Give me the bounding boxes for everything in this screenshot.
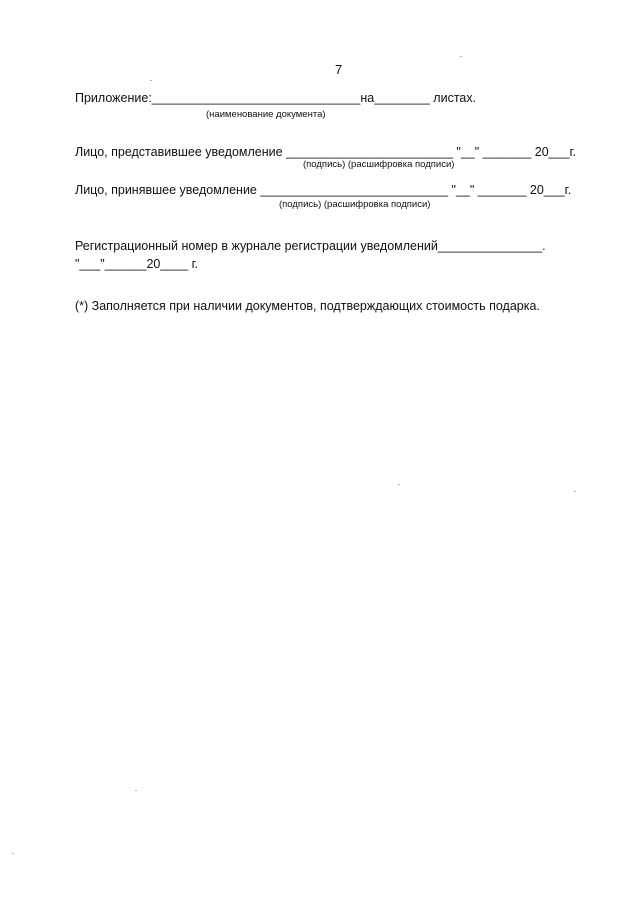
scan-speck (460, 56, 462, 57)
receiver-line: Лицо, принявшее уведомление ___________________________ "__" _______ 20___г. (75, 183, 572, 197)
scan-speck (574, 491, 576, 492)
submitter-caption: (подпись) (расшифровка подписи) (303, 159, 455, 170)
registration-date-line: "___"______20____ г. (75, 257, 199, 271)
scan-speck (135, 790, 137, 791)
attachment-line: Приложение:______________________________на________ листах. (75, 91, 477, 105)
page-number: 7 (335, 62, 343, 77)
registration-line: Регистрационный номер в журнале регистрации уведомлений_______________. (75, 239, 546, 253)
scan-speck (398, 484, 400, 485)
scan-speck (150, 80, 152, 81)
attachment-caption: (наименование документа) (206, 109, 326, 120)
submitter-line: Лицо, представившее уведомление ________________________ "__" _______ 20___г. (75, 145, 577, 159)
receiver-caption: (подпись) (расшифровка подписи) (279, 199, 431, 210)
footnote: (*) Заполняется при наличии документов, подтверждающих стоимость подарка. (75, 299, 540, 313)
scan-speck (12, 853, 14, 854)
